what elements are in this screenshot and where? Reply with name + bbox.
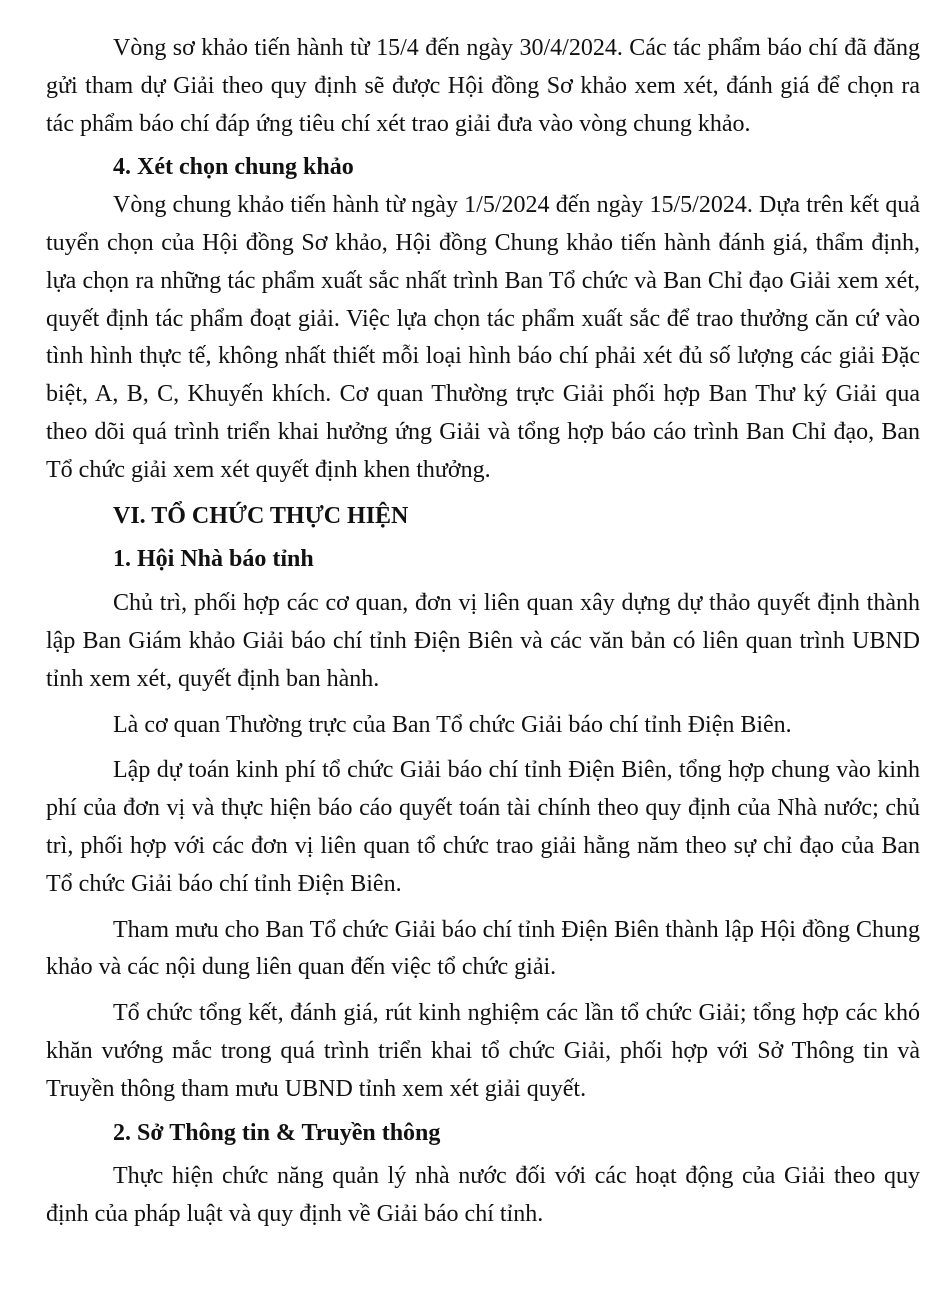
paragraph-association-task-5: Tổ chức tổng kết, đánh giá, rút kinh nghiệm các lần tổ chức Giải; tổng hợp các khó khăn vướng mắc trong quá trình triển khai tổ chức Giải, phối hợp với Sở Thông tin và Truyền thông tham mưu UBND tỉnh xem xét giải quyết. bbox=[46, 1000, 920, 1102]
paragraph-final-round: Vòng chung khảo tiến hành từ ngày 1/5/2024 đến ngày 15/5/2024. Dựa trên kết quả tuyển chọn của Hội đồng Sơ khảo, Hội đồng Chung khảo tiến hành đánh giá, thẩm định, lựa chọn ra những tác phẩm xuất sắc nhất trình Ban Tổ chức và Ban Chỉ đạo Giải xem xét, quyết định tác phẩm đoạt giải. Việc lựa chọn tác phẩm xuất sắc để trao thưởng căn cứ vào tình hình thực tế, không nhất thiết mỗi loại hình báo chí phải xét đủ số lượng các giải Đặc biệt, A, B, C, Khuyến khích. Cơ quan Thường trực Giải phối hợp Ban Thư ký Giải qua theo dõi quá trình triển khai hưởng ứng Giải và tổng hợp báo cáo trình Ban Chỉ đạo, Ban Tổ chức giải xem xét quyết định khen thưởng. bbox=[46, 192, 920, 483]
paragraph-association-task-3: Lập dự toán kinh phí tổ chức Giải báo chí tỉnh Điện Biên, tổng hợp chung vào kinh phí của đơn vị và thực hiện báo cáo quyết toán tài chính theo quy định của Nhà nước; chủ trì, phối hợp với các đơn vị liên quan tổ chức trao giải hằng năm theo sự chỉ đạo của Ban Tổ chức Giải báo chí tỉnh Điện Biên. bbox=[46, 757, 920, 897]
heading-department-ict: 2. Sở Thông tin & Truyền thông bbox=[113, 1119, 441, 1146]
heading-journalists-association: 1. Hội Nhà báo tỉnh bbox=[113, 546, 314, 573]
paragraph-association-task-1: Chủ trì, phối hợp các cơ quan, đơn vị liên quan xây dựng dự thảo quyết định thành lập Ban Giám khảo Giải báo chí tỉnh Điện Biên và các văn bản có liên quan trình UBND tỉnh xem xét, quyết định ban hành. bbox=[46, 590, 920, 692]
paragraph-association-task-4: Tham mưu cho Ban Tổ chức Giải báo chí tỉnh Điện Biên thành lập Hội đồng Chung khảo và các nội dung liên quan đến việc tổ chức giải. bbox=[46, 916, 920, 981]
heading-final-selection: 4. Xét chọn chung khảo bbox=[113, 154, 354, 181]
heading-implementation: VI. TỔ CHỨC THỰC HIỆN bbox=[113, 502, 409, 529]
paragraph-department-ict-task: Thực hiện chức năng quản lý nhà nước đối với các hoạt động của Giải theo quy định của pháp luật và quy định về Giải báo chí tỉnh. bbox=[46, 1163, 920, 1228]
document-page bbox=[46, 30, 920, 1234]
paragraph-preliminary-round: Vòng sơ khảo tiến hành từ 15/4 đến ngày 30/4/2024. Các tác phẩm báo chí đã đăng gửi tham dự Giải theo quy định sẽ được Hội đồng Sơ khảo xem xét, đánh giá để chọn ra tác phẩm báo chí đáp ứng tiêu chí xét trao giải đưa vào vòng chung khảo. bbox=[46, 35, 920, 137]
paragraph-association-task-2: Là cơ quan Thường trực của Ban Tổ chức Giải báo chí tỉnh Điện Biên. bbox=[113, 711, 792, 738]
